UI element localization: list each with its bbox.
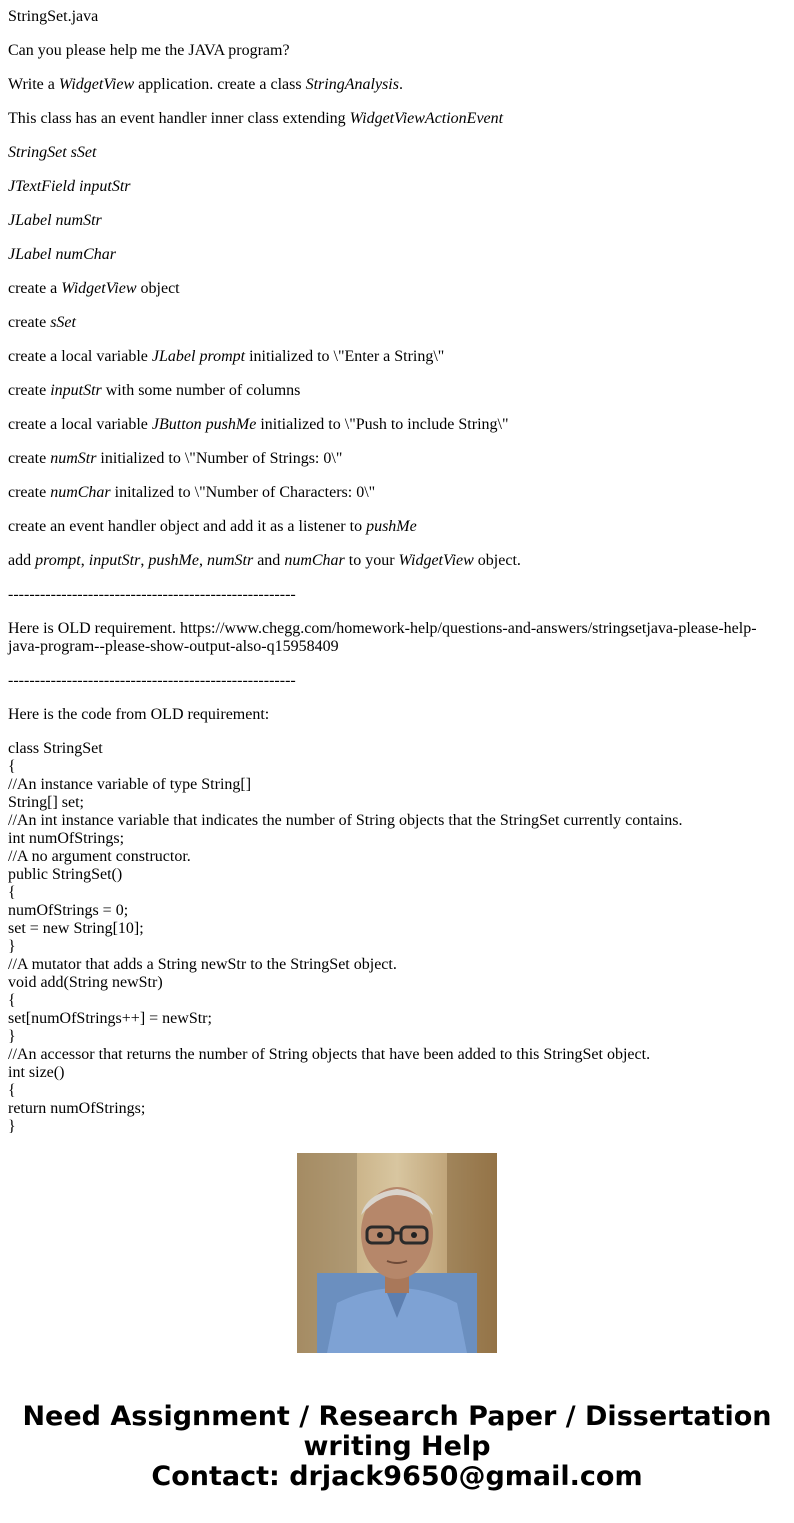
code-intro: Here is the code from OLD requirement: [8,706,270,723]
code-line: { [8,1082,16,1099]
field-numchar: JLabel numChar [8,246,116,263]
promo-banner [0,1402,794,1492]
code-line: } [8,1028,16,1045]
code-line: return numOfStrings; [8,1100,146,1117]
line-numchar: create numChar initalized to \"Number of Characters: 0\" [8,484,376,501]
code-line: { [8,884,16,901]
code-line: void add(String newStr) [8,974,163,991]
field-sset: StringSet sSet [8,144,97,161]
line-numstr: create numStr initialized to \"Number of Strings: 0\" [8,450,343,467]
line-listener: create an event handler object and add it as a listener to pushMe [8,518,417,535]
code-line: { [8,758,16,775]
code-line: int size() [8,1064,65,1081]
question-title: StringSet.java [8,8,99,25]
line-pushme: create a local variable JButton pushMe initialized to \"Push to include String\" [8,416,509,433]
divider-2: ------------------------------------------------------ [8,672,296,689]
code-line: //An int instance variable that indicates the number of String objects that the StringSet currently contains. [8,812,683,829]
person-portrait-icon [297,1153,497,1353]
field-numstr: JLabel numStr [8,212,102,229]
code-line: set = new String[10]; [8,920,144,937]
question-intro: Can you please help me the JAVA program? [8,42,290,59]
line-create-sset: create sSet [8,314,76,331]
code-line: numOfStrings = 0; [8,902,129,919]
line-widgetview: Write a WidgetView application. create a class StringAnalysis. [8,76,403,93]
code-line: } [8,1118,16,1135]
code-line: int numOfStrings; [8,830,125,847]
code-line: public StringSet() [8,866,123,883]
line-inputstr: create inputStr with some number of columns [8,382,301,399]
code-line: //An instance variable of type String[] [8,776,252,793]
code-line: //A no argument constructor. [8,848,191,865]
code-listing [8,740,784,1135]
line-add: add prompt, inputStr, pushMe, numStr and numChar to your WidgetView object. [8,552,521,569]
field-inputstr: JTextField inputStr [8,178,131,195]
line-handler: This class has an event handler inner class extending WidgetViewActionEvent [8,110,504,127]
banner-line-2: writing Help [303,1431,491,1462]
code-line: set[numOfStrings++] = newStr; [8,1010,212,1027]
avatar-photo [297,1153,497,1353]
line-create-widgetview: create a WidgetView object [8,280,180,297]
banner-line-1: Need Assignment / Research Paper / Dissertation [22,1401,772,1432]
code-line: //A mutator that adds a String newStr to the StringSet object. [8,956,397,973]
code-line: String[] set; [8,794,84,811]
divider-1: ------------------------------------------------------ [8,586,296,603]
old-requirement-text: Here is OLD requirement. https://www.chegg.com/homework-help/questions-and-answers/stringsetjava-please-help-java-program--please-show-output-also-q15958409 [8,620,757,655]
code-line: class StringSet [8,740,103,757]
code-line: //An accessor that returns the number of String objects that have been added to this StringSet object. [8,1046,651,1063]
banner-contact: Contact: drjack9650@gmail.com [151,1461,643,1492]
line-prompt: create a local variable JLabel prompt initialized to \"Enter a String\" [8,348,445,365]
code-line: { [8,992,16,1009]
code-line: } [8,938,16,955]
